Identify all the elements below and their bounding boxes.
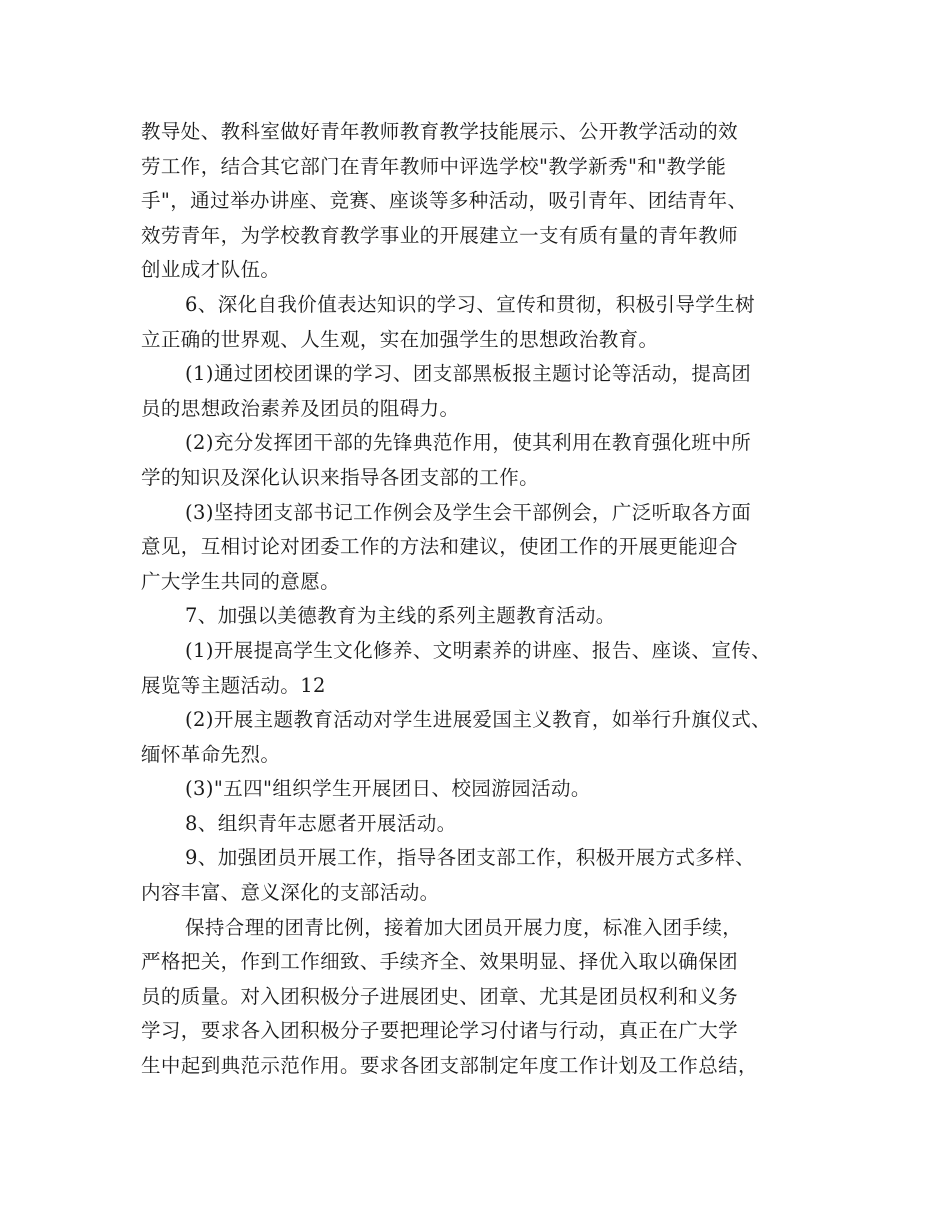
- text-line: 意见，互相讨论对团委工作的方法和建议，使团工作的开展更能迎合: [141, 535, 739, 559]
- text-line: 6、深化自我价值表达知识的学习、宣传和贯彻，积极引导学生树: [185, 292, 756, 316]
- text-line: 劳工作，结合其它部门在青年教师中评选学校"教学新秀"和"教学能: [141, 154, 727, 178]
- text-line: (2)开展主题教育活动对学生进展爱国主义教育，如举行升旗仪式、: [185, 708, 772, 732]
- text-line: 创业成才队伍。: [141, 258, 281, 282]
- document-body: [141, 115, 831, 1084]
- text-line: 手"，通过举办讲座、竞赛、座谈等多种活动，吸引青年、团结青年、: [141, 189, 748, 213]
- text-line: 员的思想政治素养及团员的阻碍力。: [141, 396, 460, 420]
- text-line: 教导处、教科室做好青年教师教育教学技能展示、公开教学活动的效: [141, 120, 739, 143]
- text-line: (2)充分发挥团干部的先锋典范作用，使其利用在教育强化班中所: [185, 431, 752, 455]
- text-line: 展览等主题活动。12: [141, 673, 326, 697]
- text-line: (1)通过团校团课的学习、团支部黑板报主题讨论等活动，提高团: [185, 362, 752, 386]
- text-line: 缅怀革命先烈。: [141, 742, 281, 766]
- text-line: 学习，要求各入团积极分子要把理论学习付诸与行动，真正在广大学: [141, 1019, 739, 1043]
- text-line: 立正确的世界观、人生观，实在加强学生的思想政治教育。: [141, 327, 659, 351]
- text-line: 效劳青年，为学校教育教学事业的开展建立一支有质有量的青年教师: [141, 223, 739, 247]
- text-line: 学的知识及深化认识来指导各团支部的工作。: [141, 465, 540, 489]
- text-line: 生中起到典范示范作用。要求各团支部制定年度工作计划及工作总结，: [141, 1054, 758, 1078]
- text-line: (3)坚持团支部书记工作例会及学生会干部例会，广泛听取各方面: [185, 500, 752, 524]
- text-line: 8、组织青年志愿者开展活动。: [185, 811, 457, 835]
- text-line: 保持合理的团青比例，接着加大团员开展力度，标准入团手续，: [185, 915, 743, 939]
- text-line: 9、加强团员开展工作，指导各团支部工作，积极开展方式多样、: [185, 846, 756, 870]
- text-line: (3)"五四"组织学生开展团日、校园游园活动。: [185, 777, 591, 801]
- text-line: (1)开展提高学生文化修养、文明素养的讲座、报告、座谈、宣传、: [185, 638, 772, 662]
- text-line: 广大学生共同的意愿。: [141, 569, 341, 593]
- text-line: 内容丰富、意义深化的支部活动。: [141, 881, 440, 905]
- text-line: 员的质量。对入团积极分子进展团史、团章、尤其是团员权利和义务: [141, 984, 739, 1008]
- text-line: 严格把关，作到工作细致、手续齐全、效果明显、择优入取以确保团: [141, 950, 739, 974]
- text-line: 7、加强以美德教育为主线的系列主题教育活动。: [185, 604, 616, 628]
